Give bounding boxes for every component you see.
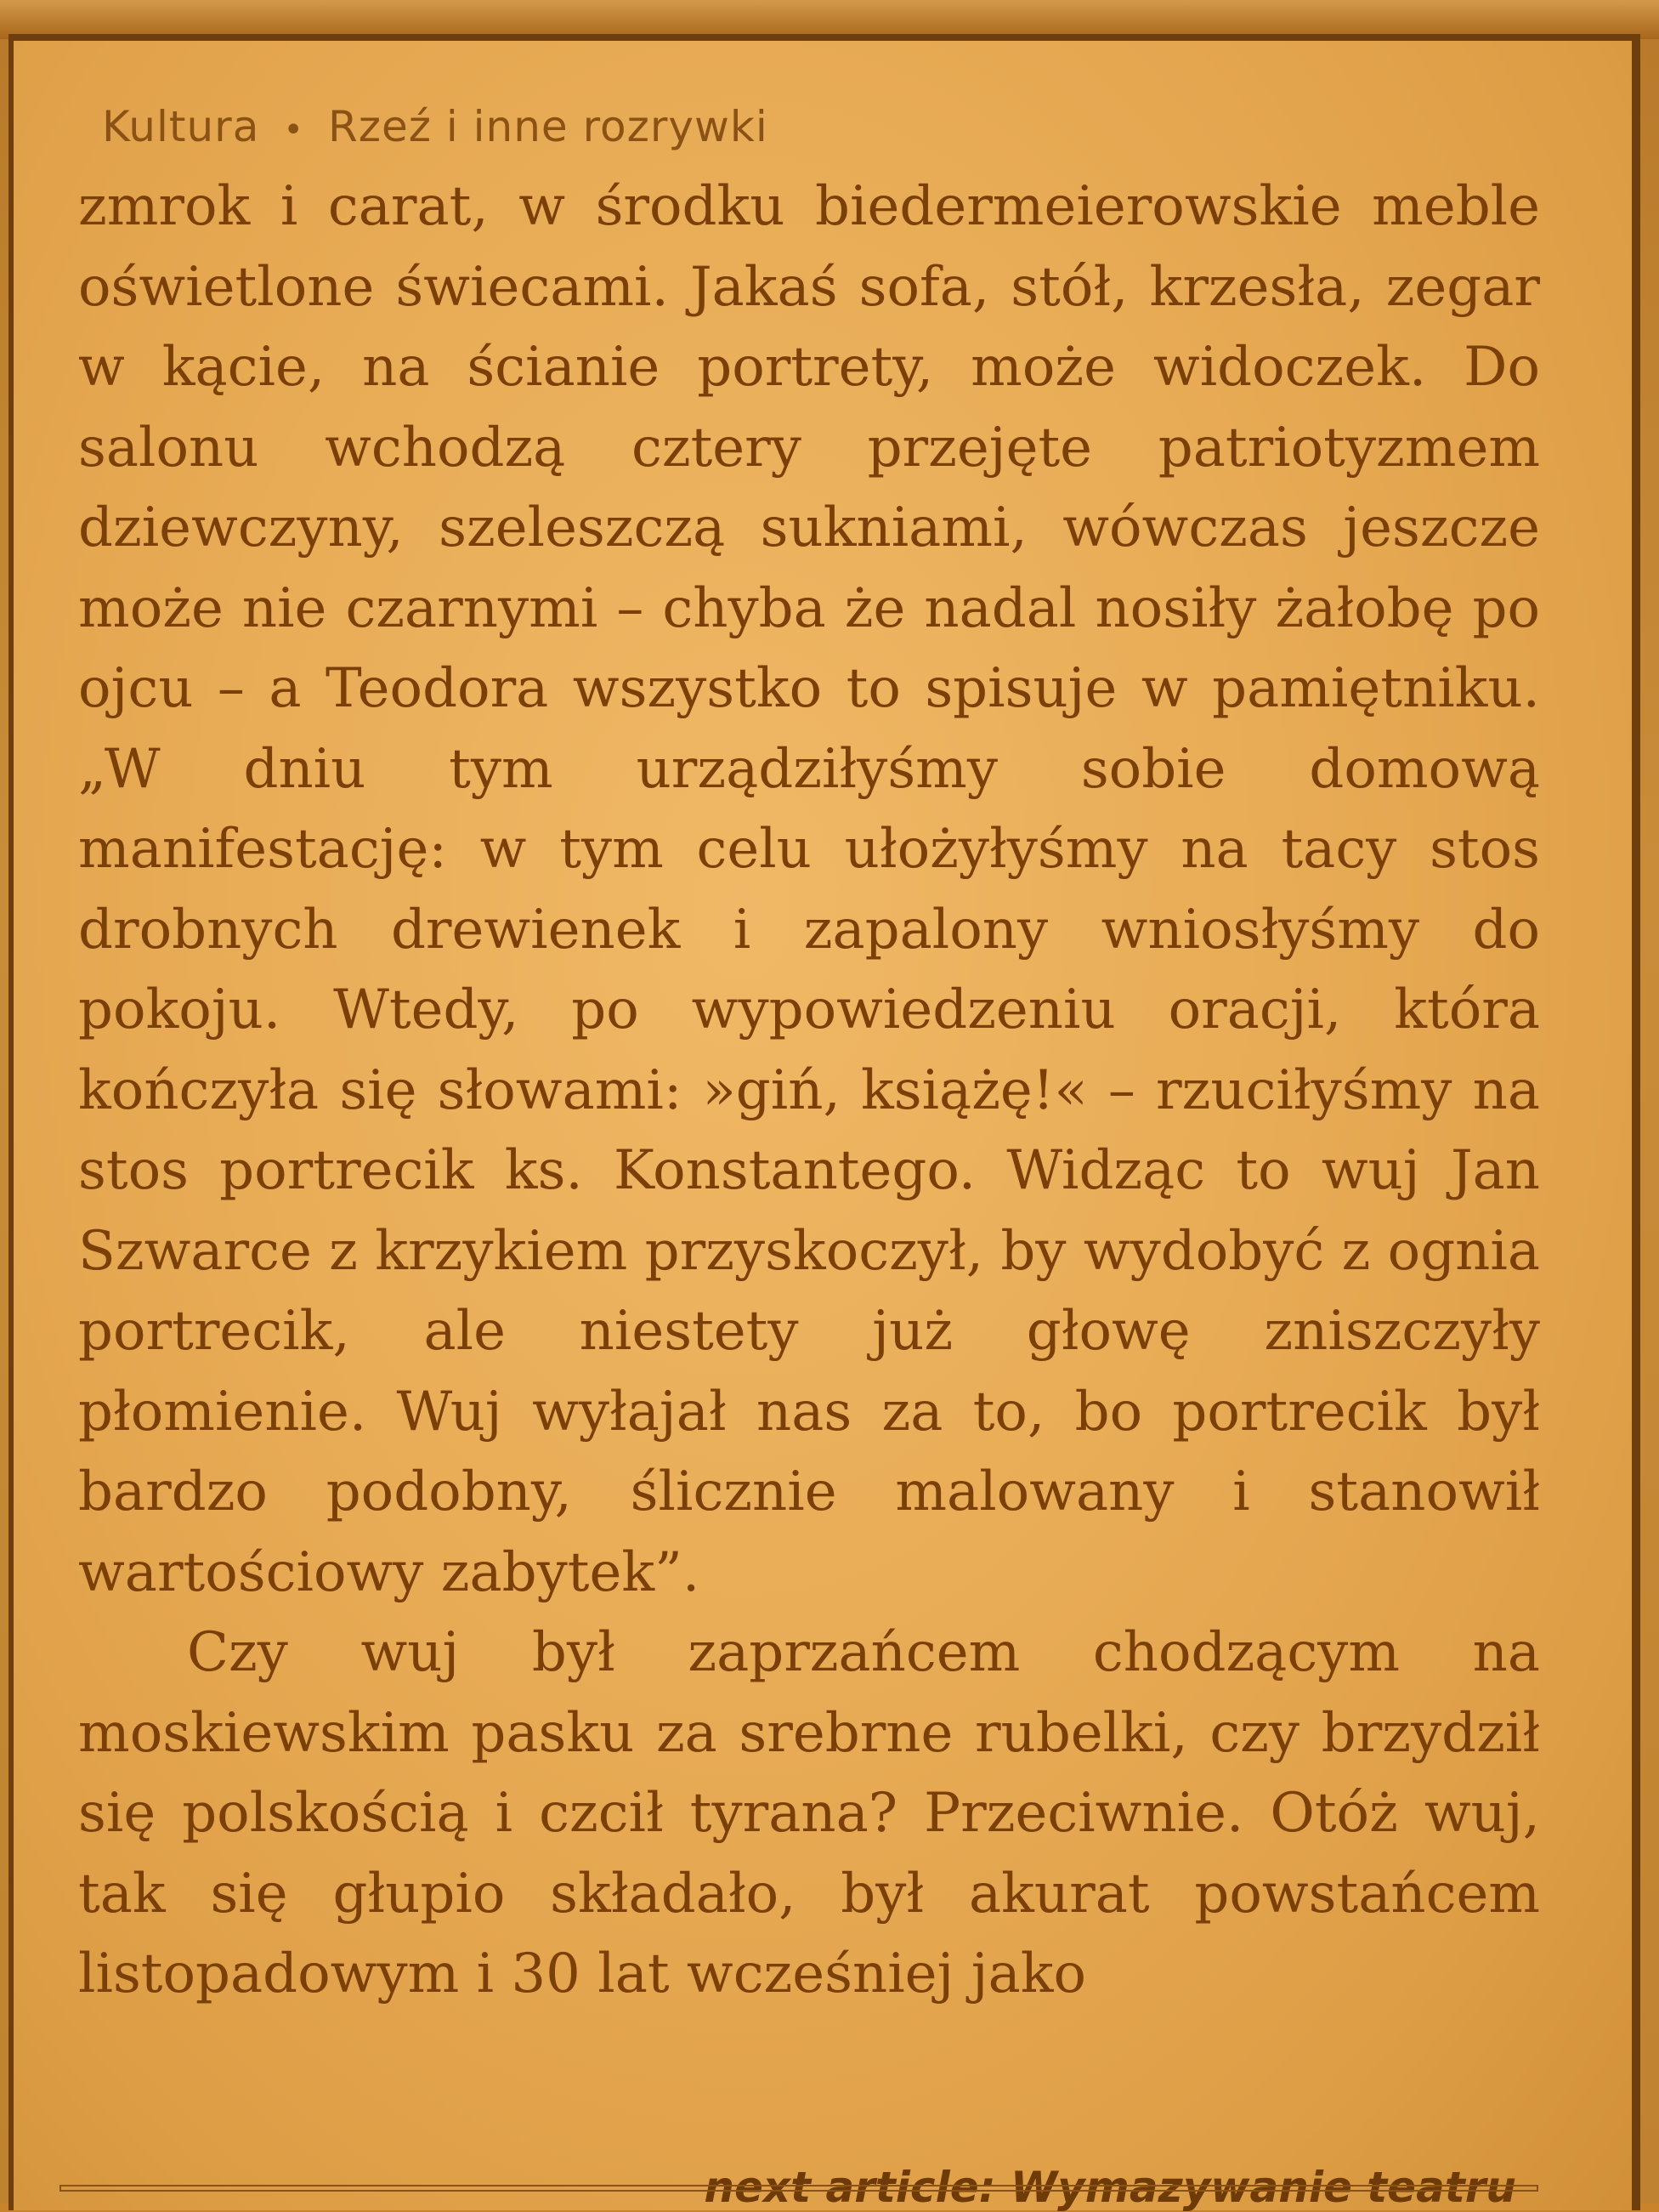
section-label: Kultura [102,102,260,151]
ereader-screen [8,34,1640,2210]
article-body [78,167,1540,2015]
reading-progress-bar [59,2185,1538,2192]
reading-view[interactable] [14,41,1632,2210]
page-header [102,102,768,151]
article-title: Rzeź i inne rozrywki [327,102,768,151]
header-separator: • [283,110,304,150]
paragraph: Czy wuj był zaprzańcem chodzącym na moskiewskim pasku za srebrne rubelki, czy brzydził się polskością i czcił tyrana? Przeciwnie. Otóż wuj, tak się głupio składało, był akurat powstańcem listopadowym i 30 lat wcześniej jako [78,1621,1540,2005]
paragraph: zmrok i carat, w środku biedermeierowskie meble oświetlone świecami. Jakaś sofa, stół, krzesła, zegar w kącie, na ścianie portrety, może widoczek. Do salonu wchodzą cztery przejęte patriotyzmem dziewczyny, szeleszczą sukniami, wówczas jeszcze może nie czarnymi – chyba że nadal nosiły żałobę po ojcu – a Teodora wszystko to spisuje w pamiętniku. „W dniu tym urządziłyśmy sobie domową manifestację: w tym celu ułożyłyśmy na tacy stos drobnych drewienek i zapalony wniosłyśmy do pokoju. Wtedy, po wypowiedzeniu oracji, która kończyła się słowami: »giń, książę!« – rzuciłyśmy na stos portrecik ks. Konstantego. Widząc to wuj Jan Szwarce z krzykiem przyskoczył, by wydobyć z ognia portrecik, ale niestety już głowę zniszczyły płomienie. Wuj wyłajał nas za to, bo portrecik był bardzo podobny, ślicznie malowany i stanowił wartościowy zabytek”. [78,175,1540,1604]
next-article-link[interactable]: next article: Wymazywanie teatru [704,2163,1516,2212]
